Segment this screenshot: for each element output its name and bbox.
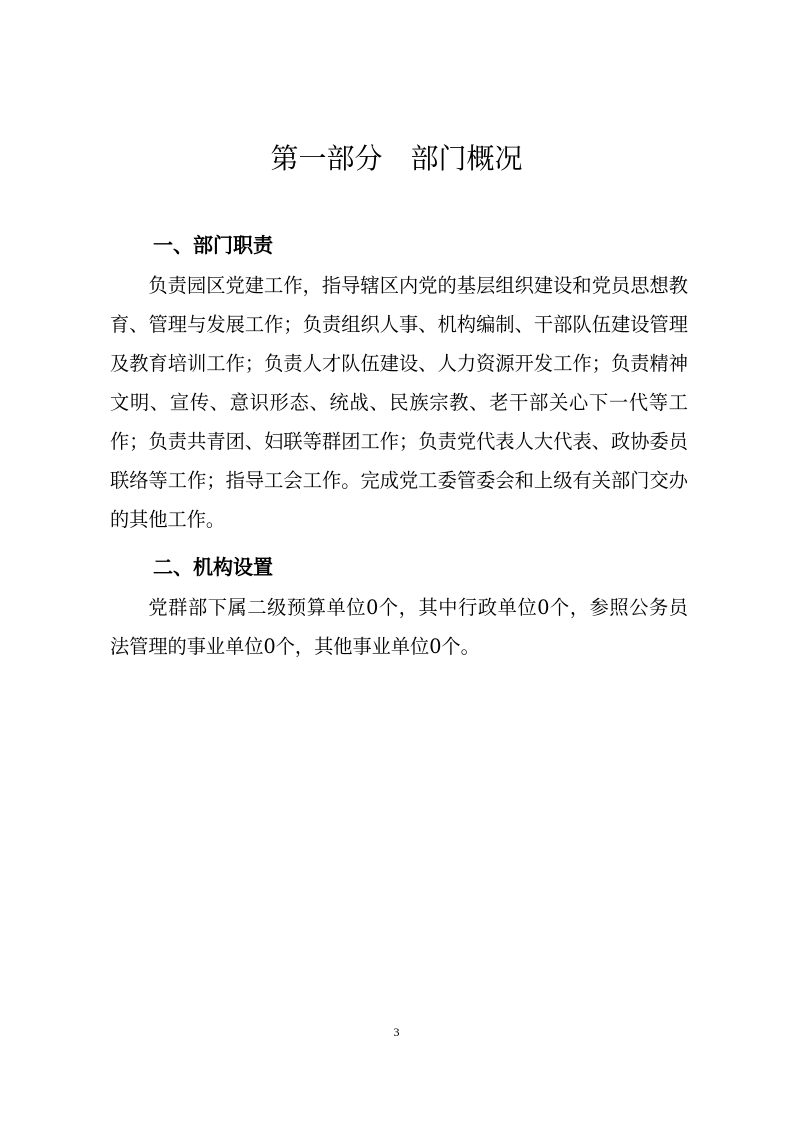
- page-title: 第一部分 部门概况: [270, 142, 523, 175]
- page-number: 3: [393, 1025, 400, 1039]
- section-body-duties: 负责园区党建工作，指导辖区内党的基层组织建设和党员思想教育、管理与发展工作；负责组织人事、机构编制、干部队伍建设管理及教育培训工作；负责人才队伍建设、人力资源开发工作；负责精神文明、宣传、意识形态、统战、民族宗教、老干部关心下一代等工作；负责共青团、妇联等群团工作；负责党代表人大代表、政协委员联络等工作；指导工会工作。完成党工委管委会和上级有关部门交办的其他工作。: [110, 274, 688, 531]
- section-heading-duties: 一、部门职责: [153, 233, 273, 257]
- section-body-organization: 党群部下属二级预算单位0个，其中行政单位0个，参照公务员法管理的事业单位0个，其他事业单位0个。: [110, 596, 688, 658]
- section-heading-organization: 二、机构设置: [153, 555, 273, 579]
